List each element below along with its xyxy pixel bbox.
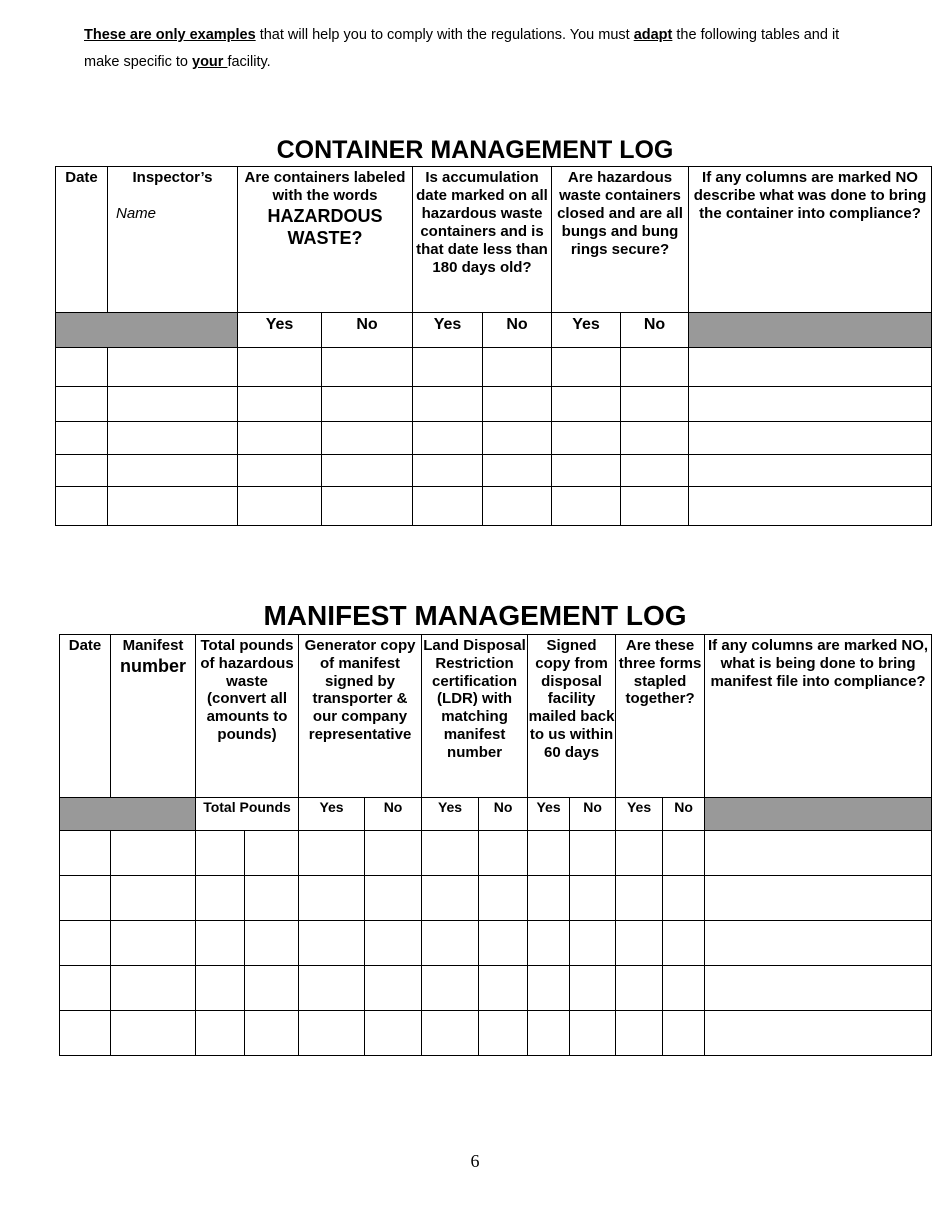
entry-cell[interactable] (616, 966, 663, 1011)
entry-cell[interactable] (299, 921, 365, 966)
entry-cell[interactable] (245, 831, 299, 876)
entry-cell[interactable] (299, 831, 365, 876)
header-labeled-big: HAZARDOUS WASTE? (267, 206, 383, 248)
entry-cell[interactable] (689, 455, 932, 487)
entry-cell[interactable] (196, 921, 245, 966)
entry-cell[interactable] (196, 876, 245, 921)
container-management-table (55, 166, 932, 526)
header-manifest-number: number (119, 655, 186, 676)
table-row (60, 876, 932, 921)
entry-cell[interactable] (299, 966, 365, 1011)
entry-cell[interactable] (60, 1011, 111, 1056)
entry-cell[interactable] (552, 455, 621, 487)
header-manifest-label: Manifest (122, 637, 184, 654)
yes-label: Yes (616, 798, 663, 831)
yes-label: Yes (238, 313, 322, 348)
manifest-header-row (60, 635, 932, 798)
entry-cell[interactable] (111, 1011, 196, 1056)
entry-cell[interactable] (422, 1011, 479, 1056)
table-row (56, 348, 932, 387)
intro-bold-1: These are only examples (84, 27, 256, 43)
entry-cell[interactable] (56, 487, 108, 526)
entry-cell[interactable] (365, 876, 422, 921)
entry-cell[interactable] (689, 422, 932, 455)
table-row (56, 387, 932, 422)
yes-label: Yes (422, 798, 479, 831)
shaded-cell (60, 798, 196, 831)
entry-cell[interactable] (570, 1011, 616, 1056)
header-stapled: Are these three forms stapled together? (616, 635, 705, 798)
entry-cell[interactable] (621, 422, 689, 455)
entry-cell[interactable] (705, 876, 932, 921)
manifest-management-table (59, 634, 932, 1056)
entry-cell[interactable] (322, 487, 413, 526)
no-label: No (322, 313, 413, 348)
manifest-yes-no-row (60, 798, 932, 831)
entry-cell[interactable] (108, 422, 238, 455)
yes-label: Yes (413, 313, 483, 348)
entry-cell[interactable] (238, 487, 322, 526)
entry-cell[interactable] (299, 1011, 365, 1056)
entry-cell[interactable] (663, 876, 705, 921)
intro-bold-3: your (192, 54, 228, 70)
entry-cell[interactable] (322, 422, 413, 455)
entry-cell[interactable] (196, 1011, 245, 1056)
manifest-log-title: MANIFEST MANAGEMENT LOG (263, 600, 687, 631)
entry-cell[interactable] (528, 966, 570, 1011)
entry-cell[interactable] (422, 921, 479, 966)
entry-cell[interactable] (689, 487, 932, 526)
entry-cell[interactable] (483, 455, 552, 487)
entry-cell[interactable] (663, 966, 705, 1011)
entry-cell[interactable] (245, 1011, 299, 1056)
header-labeled (238, 167, 413, 313)
no-label: No (479, 798, 528, 831)
no-label: No (663, 798, 705, 831)
shaded-cell (56, 313, 238, 348)
entry-cell[interactable] (705, 1011, 932, 1056)
container-log-title: CONTAINER MANAGEMENT LOG (276, 136, 674, 164)
entry-cell[interactable] (365, 831, 422, 876)
table-row (56, 487, 932, 526)
entry-cell[interactable] (56, 455, 108, 487)
entry-cell[interactable] (108, 348, 238, 387)
intro-text-1: that will help you to comply with the regulations. You must (255, 27, 634, 43)
entry-cell[interactable] (528, 921, 570, 966)
entry-cell[interactable] (322, 387, 413, 422)
entry-cell[interactable] (111, 831, 196, 876)
entry-cell[interactable] (570, 921, 616, 966)
entry-cell[interactable] (108, 455, 238, 487)
entry-cell[interactable] (479, 966, 528, 1011)
entry-cell[interactable] (663, 1011, 705, 1056)
entry-cell[interactable] (552, 387, 621, 422)
entry-cell[interactable] (322, 348, 413, 387)
no-label: No (621, 313, 689, 348)
entry-cell[interactable] (705, 921, 932, 966)
header-inspector-label: Inspector’s (132, 169, 213, 186)
entry-cell[interactable] (483, 387, 552, 422)
entry-cell[interactable] (60, 876, 111, 921)
table-row (56, 422, 932, 455)
entry-cell[interactable] (621, 455, 689, 487)
entry-cell[interactable] (552, 422, 621, 455)
entry-cell[interactable] (621, 487, 689, 526)
entry-cell[interactable] (299, 876, 365, 921)
header-date: Date (60, 635, 111, 798)
entry-cell[interactable] (689, 348, 932, 387)
entry-cell[interactable] (365, 1011, 422, 1056)
entry-cell[interactable] (196, 831, 245, 876)
entry-cell[interactable] (616, 1011, 663, 1056)
entry-cell[interactable] (56, 387, 108, 422)
entry-cell[interactable] (570, 876, 616, 921)
entry-cell[interactable] (479, 921, 528, 966)
yes-label: Yes (528, 798, 570, 831)
entry-cell[interactable] (422, 831, 479, 876)
entry-cell[interactable] (705, 831, 932, 876)
entry-cell[interactable] (663, 831, 705, 876)
entry-cell[interactable] (552, 487, 621, 526)
entry-cell[interactable] (111, 966, 196, 1011)
entry-cell[interactable] (528, 1011, 570, 1056)
entry-cell[interactable] (56, 422, 108, 455)
entry-cell[interactable] (238, 387, 322, 422)
entry-cell[interactable] (238, 348, 322, 387)
container-yes-no-row (56, 313, 932, 348)
entry-cell[interactable] (60, 921, 111, 966)
header-manifest (111, 635, 196, 798)
shaded-cell (689, 313, 932, 348)
entry-cell[interactable] (238, 422, 322, 455)
intro-text (84, 22, 844, 76)
entry-cell[interactable] (245, 966, 299, 1011)
entry-cell[interactable] (616, 921, 663, 966)
table-row (60, 921, 932, 966)
no-label: No (483, 313, 552, 348)
entry-cell[interactable] (60, 966, 111, 1011)
header-describe: If any columns are marked NO describe what was done to bring the container into compliance? (689, 167, 932, 313)
table-row (60, 966, 932, 1011)
header-generator-copy: Generator copy of manifest signed by transporter & our company representative (299, 635, 422, 798)
header-inspector-name: Name (116, 205, 157, 222)
entry-cell[interactable] (108, 387, 238, 422)
header-accumulation: Is accumulation date marked on all hazardous waste containers and is that date less than 180 days old? (413, 167, 552, 313)
entry-cell[interactable] (108, 487, 238, 526)
table-row (56, 455, 932, 487)
entry-cell[interactable] (616, 876, 663, 921)
entry-cell[interactable] (570, 831, 616, 876)
entry-cell[interactable] (413, 387, 483, 422)
header-inspector (108, 167, 238, 313)
header-total-pounds: Total pounds of hazardous waste (convert all amounts to pounds) (196, 635, 299, 798)
entry-cell[interactable] (245, 921, 299, 966)
no-label: No (365, 798, 422, 831)
no-label: No (570, 798, 616, 831)
table-row (60, 1011, 932, 1056)
header-closed: Are hazardous waste containers closed and are all bungs and bung rings secure? (552, 167, 689, 313)
entry-cell[interactable] (196, 966, 245, 1011)
yes-label: Yes (299, 798, 365, 831)
entry-cell[interactable] (365, 966, 422, 1011)
entry-cell[interactable] (528, 876, 570, 921)
header-date: Date (56, 167, 108, 313)
entry-cell[interactable] (483, 487, 552, 526)
entry-cell[interactable] (663, 921, 705, 966)
page-number: 6 (470, 1151, 480, 1171)
header-ldr: Land Disposal Restriction certification (LDR) with matching manifest number (422, 635, 528, 798)
entry-cell[interactable] (111, 876, 196, 921)
entry-cell[interactable] (479, 876, 528, 921)
entry-cell[interactable] (479, 831, 528, 876)
entry-cell[interactable] (422, 876, 479, 921)
entry-cell[interactable] (528, 831, 570, 876)
entry-cell[interactable] (483, 422, 552, 455)
entry-cell[interactable] (365, 921, 422, 966)
shaded-cell (705, 798, 932, 831)
entry-cell[interactable] (413, 348, 483, 387)
entry-cell[interactable] (60, 831, 111, 876)
entry-cell[interactable] (616, 831, 663, 876)
intro-text-3: facility. (227, 54, 271, 70)
entry-cell[interactable] (705, 966, 932, 1011)
entry-cell[interactable] (689, 387, 932, 422)
entry-cell[interactable] (245, 876, 299, 921)
intro-bold-2: adapt (633, 27, 673, 43)
table-row (60, 831, 932, 876)
header-signed-copy: Signed copy from disposal facility mailed back to us within 60 days (528, 635, 616, 798)
container-header-row (56, 167, 932, 313)
entry-cell[interactable] (552, 348, 621, 387)
header-labeled-text: Are containers labeled with the words (244, 169, 406, 204)
header-describe: If any columns are marked NO, what is being done to bring manifest file into compliance? (705, 635, 932, 798)
entry-cell[interactable] (413, 455, 483, 487)
entry-cell[interactable] (413, 487, 483, 526)
entry-cell[interactable] (322, 455, 413, 487)
entry-cell[interactable] (422, 966, 479, 1011)
entry-cell[interactable] (413, 422, 483, 455)
total-pounds-label: Total Pounds (196, 798, 299, 831)
intro-text-2: the following tables and it make specific to (84, 27, 840, 70)
entry-cell[interactable] (570, 966, 616, 1011)
entry-cell[interactable] (238, 455, 322, 487)
entry-cell[interactable] (483, 348, 552, 387)
entry-cell[interactable] (621, 348, 689, 387)
entry-cell[interactable] (56, 348, 108, 387)
yes-label: Yes (552, 313, 621, 348)
entry-cell[interactable] (621, 387, 689, 422)
entry-cell[interactable] (479, 1011, 528, 1056)
entry-cell[interactable] (111, 921, 196, 966)
